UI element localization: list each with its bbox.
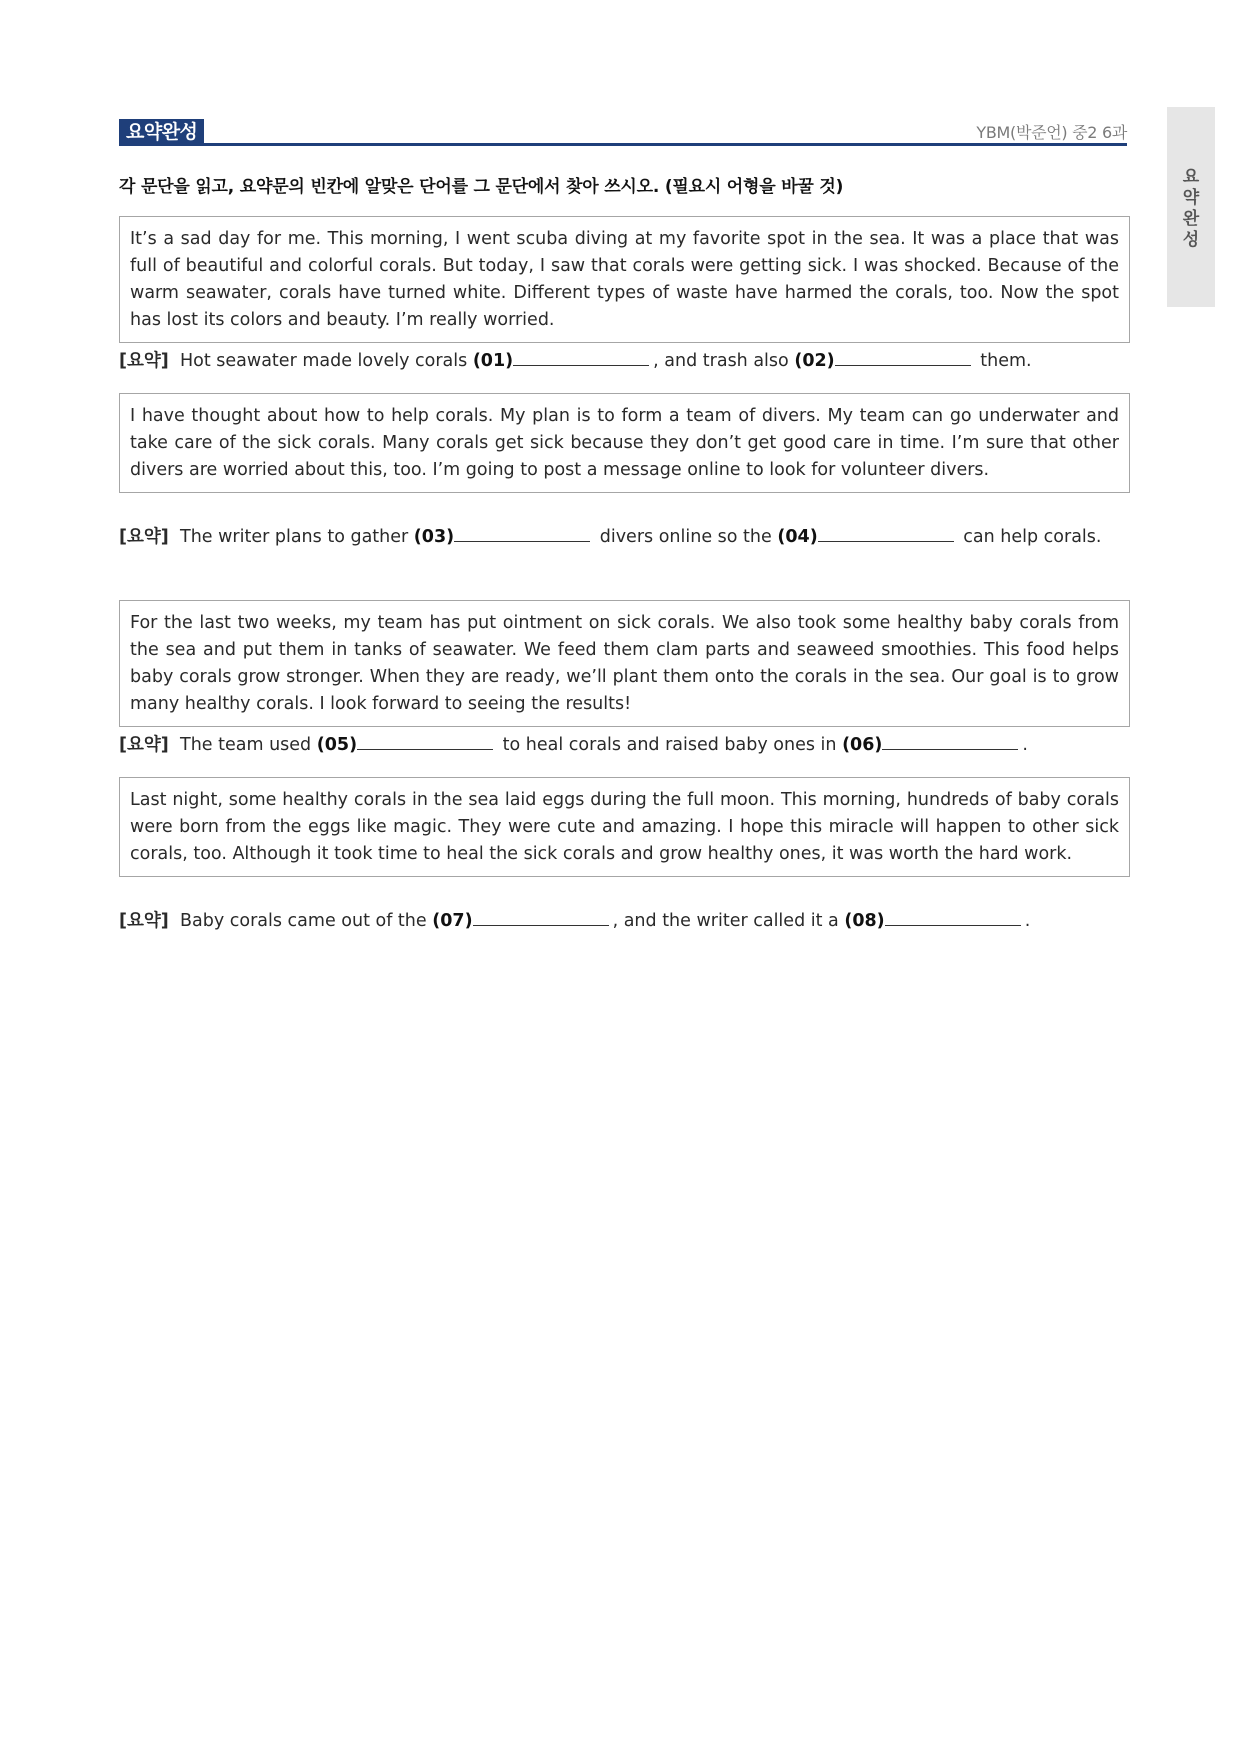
summary-2: [119, 522, 1140, 552]
summary-label: [요약]: [119, 735, 169, 755]
summary-text: , and the writer called it a: [612, 911, 839, 931]
summary-text: divers online so the: [599, 527, 772, 547]
summary-text: The team used: [180, 735, 312, 755]
answer-blank[interactable]: [454, 523, 590, 542]
summary-label: [요약]: [119, 351, 169, 371]
passage-1: It’s a sad day for me. This morning, I went scuba diving at my favorite spot in the sea. It was a place that was full of beautiful and colorful corals. But today, I saw that corals were getting sick. I was shocked. Because of the warm seawater, corals have turned white. Different types of waste have harmed the corals, too. Now the spot has lost its colors and beauty. I’m really worried.: [119, 216, 1130, 343]
side-tab: [1167, 107, 1215, 307]
summary-text: can help corals.: [963, 527, 1102, 547]
answer-blank[interactable]: [818, 523, 954, 542]
passage-2: I have thought about how to help corals. My plan is to form a team of divers. My team can go underwater and take care of the sick corals. Many corals get sick because they don’t get good care in time. I’m sure that other divers are worried about this, too. I’m going to post a message online to look for volunteer divers.: [119, 393, 1130, 493]
summary-text: Hot seawater made lovely corals: [180, 351, 468, 371]
blank-number: (05): [316, 735, 358, 755]
answer-blank[interactable]: [835, 347, 971, 366]
summary-3: [119, 730, 1140, 760]
answer-blank[interactable]: [473, 907, 609, 926]
summary-text: .: [1024, 911, 1031, 931]
blank-number: (04): [777, 527, 818, 547]
blank-number: (08): [844, 911, 885, 931]
blank-number: (02): [794, 351, 835, 371]
header-divider: [119, 143, 1127, 146]
answer-blank[interactable]: [513, 347, 649, 366]
summary-text: Baby corals came out of the: [180, 911, 427, 931]
answer-blank[interactable]: [885, 907, 1021, 926]
summary-text: The writer plans to gather: [180, 527, 409, 547]
summary-label: [요약]: [119, 911, 169, 931]
instruction-text: 각 문단을 읽고, 요약문의 빈칸에 알맞은 단어를 그 문단에서 찾아 쓰시오. (필요시 어형을 바꿀 것): [119, 177, 844, 197]
summary-text: .: [1022, 735, 1028, 755]
blank-number: (01): [472, 351, 514, 371]
summary-text: to heal corals and raised baby ones in: [502, 735, 837, 755]
side-tab-label: 요 약 완 성: [1182, 167, 1200, 250]
summary-1: [119, 346, 1140, 376]
source-label: YBM(박준언) 중2 6과: [976, 123, 1127, 142]
blank-number: (07): [432, 911, 473, 931]
blank-number: (03): [413, 527, 455, 547]
summary-4: [119, 906, 1140, 936]
blank-number: (06): [842, 735, 883, 755]
summary-label: [요약]: [119, 527, 169, 547]
summary-text: , and trash also: [653, 351, 789, 371]
passage-4: Last night, some healthy corals in the sea laid eggs during the full moon. This morning, hundreds of baby corals were born from the eggs like magic. They were cute and amazing. I hope this miracle will happen to other sick corals, too. Although it took time to heal the sick corals and grow healthy ones, it was worth the hard work.: [119, 777, 1130, 877]
answer-blank[interactable]: [357, 731, 493, 750]
summary-text: them.: [980, 351, 1032, 371]
answer-blank[interactable]: [882, 731, 1018, 750]
passage-3: For the last two weeks, my team has put ointment on sick corals. We also took some healthy baby corals from the sea and put them in tanks of seawater. We feed them clam parts and seaweed smoothies. This food helps baby corals grow stronger. When they are ready, we’ll plant them onto the corals in the sea. Our goal is to grow many healthy corals. I look forward to seeing the results!: [119, 600, 1130, 727]
section-tag: 요약완성: [119, 119, 204, 146]
